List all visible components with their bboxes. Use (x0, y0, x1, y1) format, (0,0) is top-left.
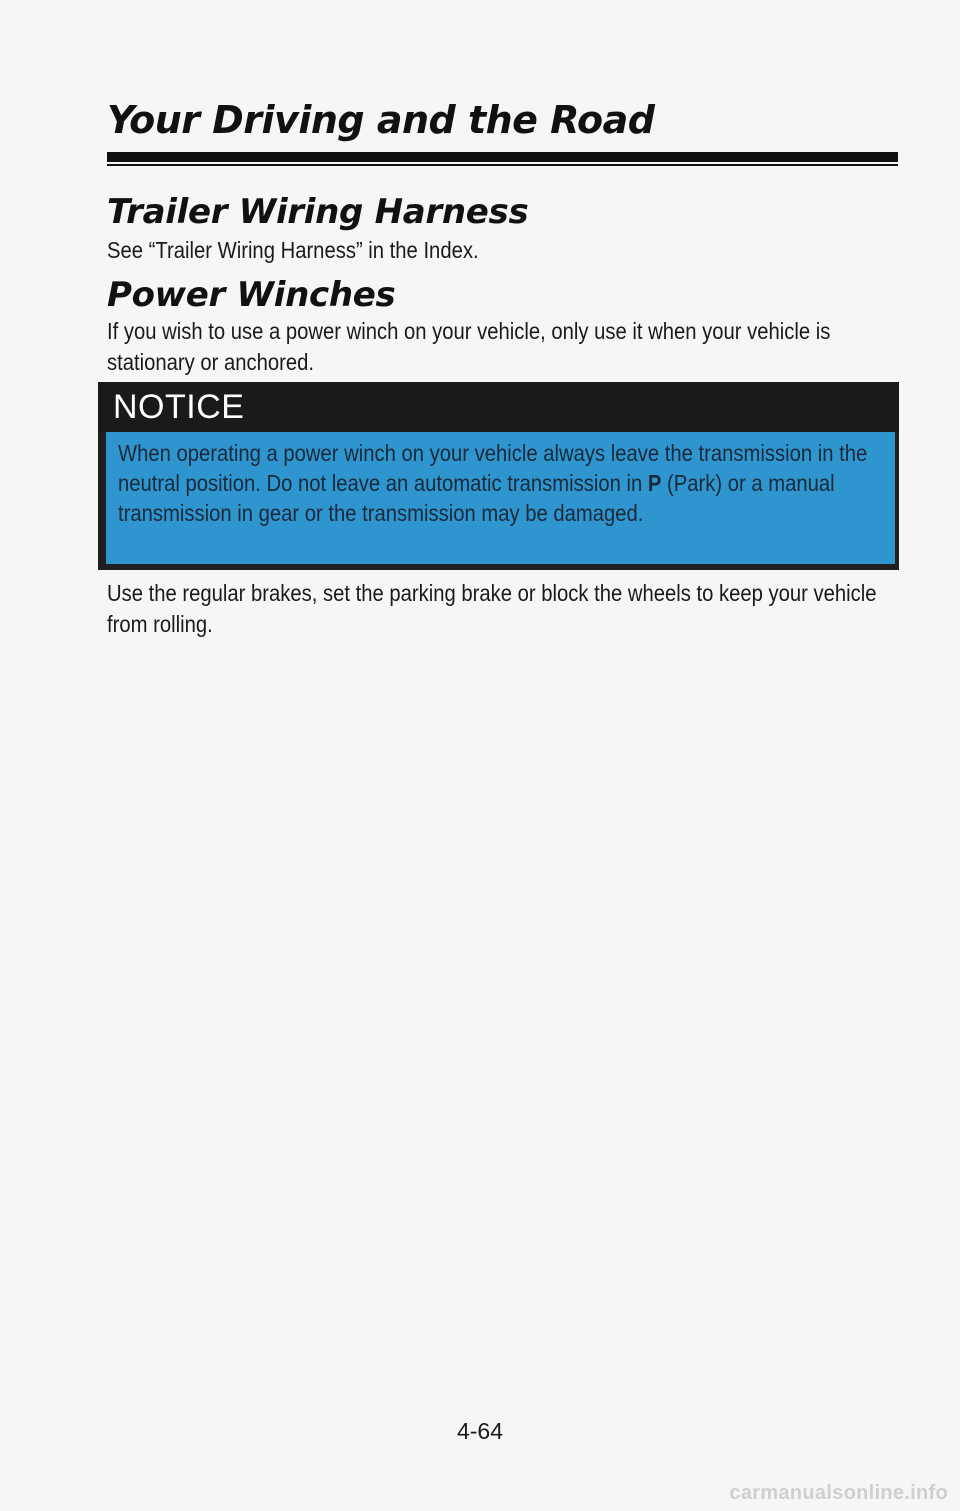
watermark: carmanualsonline.info (729, 1482, 948, 1504)
power-winches-intro-text: If you wish to use a power winch on your vehicle, only use it when your vehicle is stationary or anchored. (107, 318, 831, 375)
page-number: 4-64 (456, 1418, 504, 1444)
notice-text-part2: (Park) or a manual transmission in gear or the transmission may be damaged. (118, 470, 835, 526)
power-winches-brakes-text: Use the regular brakes, set the parking brake or block the wheels to keep your vehicle from rolling. (107, 580, 877, 637)
trailer-wiring-reference-text: See “Trailer Wiring Harness” in the Index. (107, 237, 479, 263)
title-rule-thin (107, 164, 898, 166)
notice-text-part1: When operating a power winch on your vehicle always leave the transmission in the neutral position. Do not leave an automatic transmission in (118, 440, 868, 496)
notice-label: NOTICE (113, 388, 245, 426)
section-heading-trailer-wiring: Trailer Wiring Harness (107, 192, 529, 232)
notice-box (98, 382, 899, 570)
notice-header (98, 382, 899, 432)
notice-text (118, 438, 884, 528)
chapter-title: Your Driving and the Road (107, 98, 655, 142)
notice-body (106, 432, 895, 564)
park-letter: P (647, 470, 662, 496)
section-heading-power-winches: Power Winches (107, 275, 396, 315)
title-rule-thick (107, 152, 898, 162)
